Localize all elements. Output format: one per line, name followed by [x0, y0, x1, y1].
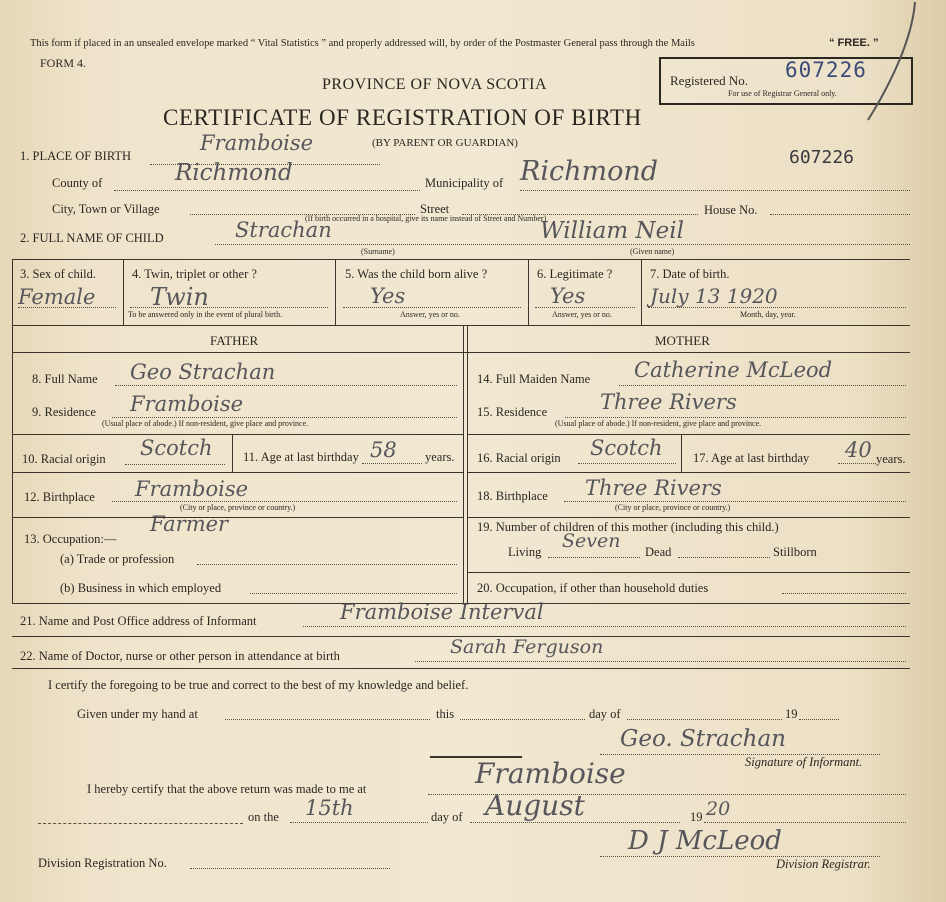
registrar-statement: I hereby certify that the above return was made to me at [87, 782, 367, 796]
sex-value: Female [18, 285, 96, 309]
trade-label: (a) Trade or profession [60, 552, 175, 566]
dead-label: Dead [645, 545, 672, 559]
mother-name-label: 14. Full Maiden Name [477, 372, 591, 386]
date-of-birth-label: 7. Date of birth. [650, 267, 730, 281]
child-given-value: William Neil [540, 218, 684, 244]
mother-residence-value: Three Rivers [600, 390, 737, 414]
municipality-value: Richmond [520, 156, 659, 187]
father-occupation-label: 13. Occupation:— [24, 532, 117, 546]
surname-caption: (Surname) [361, 247, 395, 256]
born-alive-value: Yes [370, 284, 406, 308]
father-name-label: 8. Full Name [32, 372, 98, 386]
mother-racial-value: Scotch [590, 436, 663, 460]
father-name-value: Geo Strachan [130, 360, 276, 384]
business-label: (b) Business in which employed [60, 581, 222, 595]
legitimate-label: 6. Legitimate ? [537, 267, 613, 281]
certify-statement: I certify the foregoing to be true and correct to the best of my knowledge and belief. [48, 678, 469, 692]
registered-no-label: Registered No. [670, 73, 748, 88]
province-heading: PROVINCE OF NOVA SCOTIA [322, 76, 548, 93]
certificate-subtitle: (BY PARENT OR GUARDIAN) [372, 137, 518, 149]
registrar-dayof-label: day of [431, 810, 463, 824]
municipality-label: Municipality of [425, 176, 504, 190]
stamp-number: 607226 [789, 147, 855, 168]
mother-birthplace-value: Three Rivers [585, 476, 722, 500]
born-alive-caption: Answer, yes or no. [400, 310, 460, 319]
registrar-year-label: 19 [690, 810, 703, 824]
mother-residence-caption: (Usual place of abode.) If non-resident, give place and province. [555, 419, 762, 428]
pencil-check-mark [860, 0, 946, 130]
informant-signature: Geo. Strachan [620, 726, 786, 752]
city-label: City, Town or Village [52, 202, 160, 216]
informant-value: Framboise Interval [340, 600, 544, 624]
mother-occupation-label: 20. Occupation, if other than household duties [477, 581, 709, 595]
twin-value: Twin [150, 283, 209, 311]
father-racial-value: Scotch [140, 436, 213, 460]
doctor-value: Sarah Ferguson [450, 636, 604, 658]
stillborn-label: Stillborn [773, 545, 817, 559]
born-alive-label: 5. Was the child born alive ? [345, 267, 488, 281]
registered-number: 607226 [785, 58, 867, 82]
registrar-day-value: 15th [305, 796, 354, 820]
mother-name-value: Catherine McLeod [634, 358, 833, 382]
legitimate-value: Yes [550, 284, 586, 308]
father-racial-label: 10. Racial origin [22, 452, 106, 466]
form-number: FORM 4. [40, 56, 87, 70]
legitimate-caption: Answer, yes or no. [552, 310, 612, 319]
street-label: Street [420, 202, 450, 216]
informant-label: 21. Name and Post Office address of Informant [20, 614, 257, 628]
division-registration-label: Division Registration No. [38, 856, 167, 870]
father-birthplace-label: 12. Birthplace [24, 490, 95, 504]
children-count-label: 19. Number of children of this mother (including this child.) [477, 520, 779, 534]
twin-label: 4. Twin, triplet or other ? [132, 267, 257, 281]
child-name-label: 2. FULL NAME OF CHILD [20, 231, 164, 245]
father-birthplace-value: Framboise [135, 477, 249, 501]
registrar-use-note: For use of Registrar General only. [728, 89, 837, 98]
mother-age-label: 17. Age at last birthday [693, 451, 810, 465]
county-value: Richmond [175, 160, 293, 186]
place-of-birth-label: 1. PLACE OF BIRTH [20, 149, 132, 163]
father-residence-value: Framboise [130, 392, 244, 416]
informant-signature-caption: Signature of Informant. [745, 755, 863, 769]
mother-birthplace-label: 18. Birthplace [477, 489, 548, 503]
registrar-month-value: August [485, 789, 585, 822]
father-residence-label: 9. Residence [32, 405, 96, 419]
registrar-year-value: 20 [706, 798, 731, 820]
sex-label: 3. Sex of child. [20, 267, 97, 281]
house-no-label: House No. [704, 203, 758, 217]
place-of-birth-value: Framboise [200, 131, 314, 155]
registrar-signature: D J McLeod [628, 826, 782, 856]
mother-heading: MOTHER [655, 333, 710, 348]
mother-birthplace-caption: (City or place, province or country.) [615, 503, 731, 512]
postal-notice: This form if placed in an unsealed envelope marked “ Vital Statistics ” and properly addressed will, by order of the Postmaster General pass through the Mails [30, 38, 695, 49]
child-surname-value: Strachan [235, 218, 332, 242]
day-of-label: day of [589, 707, 621, 721]
date-caption: Month, day, year. [740, 310, 796, 319]
mother-age-unit: years. [876, 452, 906, 466]
given-under-label: Given under my hand at [77, 707, 198, 721]
free-label: “ FREE. ” [829, 37, 879, 49]
father-heading: FATHER [210, 333, 259, 348]
date-of-birth-value: July 13 1920 [650, 284, 778, 308]
given-name-caption: (Given name) [630, 247, 675, 256]
certify-year-label: 19 [785, 707, 798, 721]
mother-age-value: 40 [845, 438, 872, 462]
father-age-value: 58 [370, 438, 397, 462]
mother-residence-label: 15. Residence [477, 405, 548, 419]
mother-racial-label: 16. Racial origin [477, 451, 561, 465]
father-birthplace-caption: (City or place, province or country.) [180, 503, 296, 512]
twin-caption: To be answered only in the event of plural birth. [128, 310, 283, 319]
registrar-place-value: Framboise [475, 757, 626, 790]
doctor-label: 22. Name of Doctor, nurse or other person in attendance at birth [20, 649, 340, 663]
county-label: County of [52, 176, 103, 190]
this-label: this [436, 707, 455, 721]
living-label: Living [508, 545, 542, 559]
father-occupation-value: Farmer [150, 512, 229, 536]
living-value: Seven [562, 530, 621, 552]
hospital-note: (If birth occurred in a hospital, give its name instead of Street and Number) [305, 214, 547, 223]
on-the-label: on the [248, 810, 279, 824]
father-residence-caption: (Usual place of abode.) If non-resident, give place and province. [102, 419, 309, 428]
father-age-label: 11. Age at last birthday [243, 450, 359, 464]
father-age-unit: years. [425, 450, 455, 464]
registrar-signature-caption: Division Registrar. [776, 857, 871, 871]
certificate-title: CERTIFICATE OF REGISTRATION OF BIRTH [163, 105, 642, 130]
